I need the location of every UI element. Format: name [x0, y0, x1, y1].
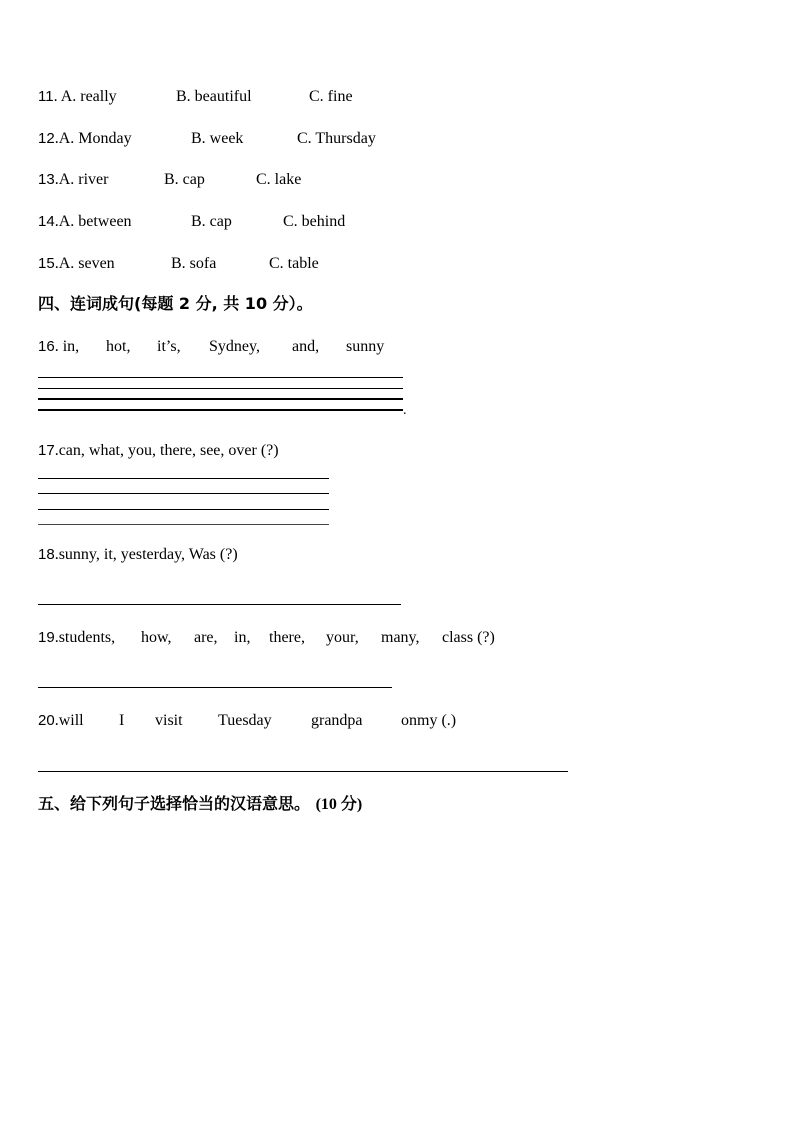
word: how,: [141, 629, 172, 646]
question-number: 20: [38, 712, 55, 729]
question-18: [38, 545, 238, 565]
answer-line[interactable]: [38, 409, 403, 411]
word: and,: [292, 338, 320, 355]
answer-line[interactable]: [38, 687, 392, 688]
question-number: 19: [38, 629, 55, 646]
option-a: .A. Monday: [54, 130, 132, 147]
answer-line[interactable]: [38, 478, 329, 479]
answer-line[interactable]: [38, 388, 403, 389]
question-number: 13: [38, 171, 55, 188]
option-b: B. cap: [164, 171, 205, 188]
option-c: C. behind: [283, 213, 346, 230]
word: sunny: [346, 338, 385, 355]
question-number: 11: [38, 88, 54, 105]
section-5-heading: [38, 794, 362, 815]
question-text: .can, what, you, there, see, over (?): [54, 442, 279, 459]
word: in,: [234, 629, 251, 646]
option-a: .A. seven: [54, 255, 115, 272]
word: hot,: [106, 338, 131, 355]
question-number: 14: [38, 213, 55, 230]
word: your,: [326, 629, 359, 646]
option-a: .A. river: [54, 171, 109, 188]
word: . in,: [54, 338, 80, 355]
question-20: [38, 711, 478, 731]
word: Sydney,: [209, 338, 260, 355]
answer-line[interactable]: [38, 398, 403, 400]
option-b: B. cap: [191, 213, 232, 230]
answer-line[interactable]: [38, 493, 329, 494]
word: there,: [269, 629, 305, 646]
question-number: 17: [38, 442, 55, 459]
word: class (?): [442, 629, 495, 646]
section-5-title: 五、给下列句子选择恰当的汉语意思。: [38, 794, 311, 813]
word: Tuesday: [218, 712, 272, 729]
word: are,: [194, 629, 218, 646]
question-16: [38, 337, 438, 357]
answer-line[interactable]: [38, 509, 329, 510]
word: .students,: [54, 629, 116, 646]
question-19: [38, 628, 518, 648]
question-13: [38, 170, 302, 190]
word: onmy (.): [401, 712, 457, 729]
question-number: 18: [38, 546, 55, 563]
question-text: .sunny, it, yesterday, Was (?): [54, 546, 238, 563]
option-b: B. week: [191, 130, 244, 147]
question-12: [38, 129, 376, 149]
option-c: C. fine: [309, 88, 353, 105]
word: I: [119, 712, 125, 729]
option-a: .A. between: [54, 213, 132, 230]
question-number: 16: [38, 338, 55, 355]
answer-line[interactable]: [38, 604, 401, 605]
option-b: B. beautiful: [176, 88, 252, 105]
word: .will: [54, 712, 84, 729]
option-c: C. Thursday: [297, 130, 376, 147]
option-c: C. lake: [256, 171, 302, 188]
question-number: 15: [38, 255, 55, 272]
word: it’s,: [157, 338, 181, 355]
question-17: [38, 441, 279, 461]
answer-line[interactable]: [38, 524, 329, 525]
option-c: C. table: [269, 255, 319, 272]
question-11: [38, 87, 353, 107]
answer-line[interactable]: [38, 377, 403, 378]
option-b: B. sofa: [171, 255, 217, 272]
end-mark: .: [403, 403, 407, 418]
section-4-heading: 四、连词成句(每题 2 分, 共 10 分）。: [38, 294, 313, 313]
word: visit: [155, 712, 183, 729]
answer-line[interactable]: [38, 771, 568, 772]
word: grandpa: [311, 712, 363, 729]
question-number: 12: [38, 130, 55, 147]
question-14: [38, 212, 346, 232]
word: many,: [381, 629, 420, 646]
question-15: [38, 254, 319, 274]
option-a: . A. really: [53, 88, 117, 105]
section-5-points: (10 分): [315, 796, 363, 813]
